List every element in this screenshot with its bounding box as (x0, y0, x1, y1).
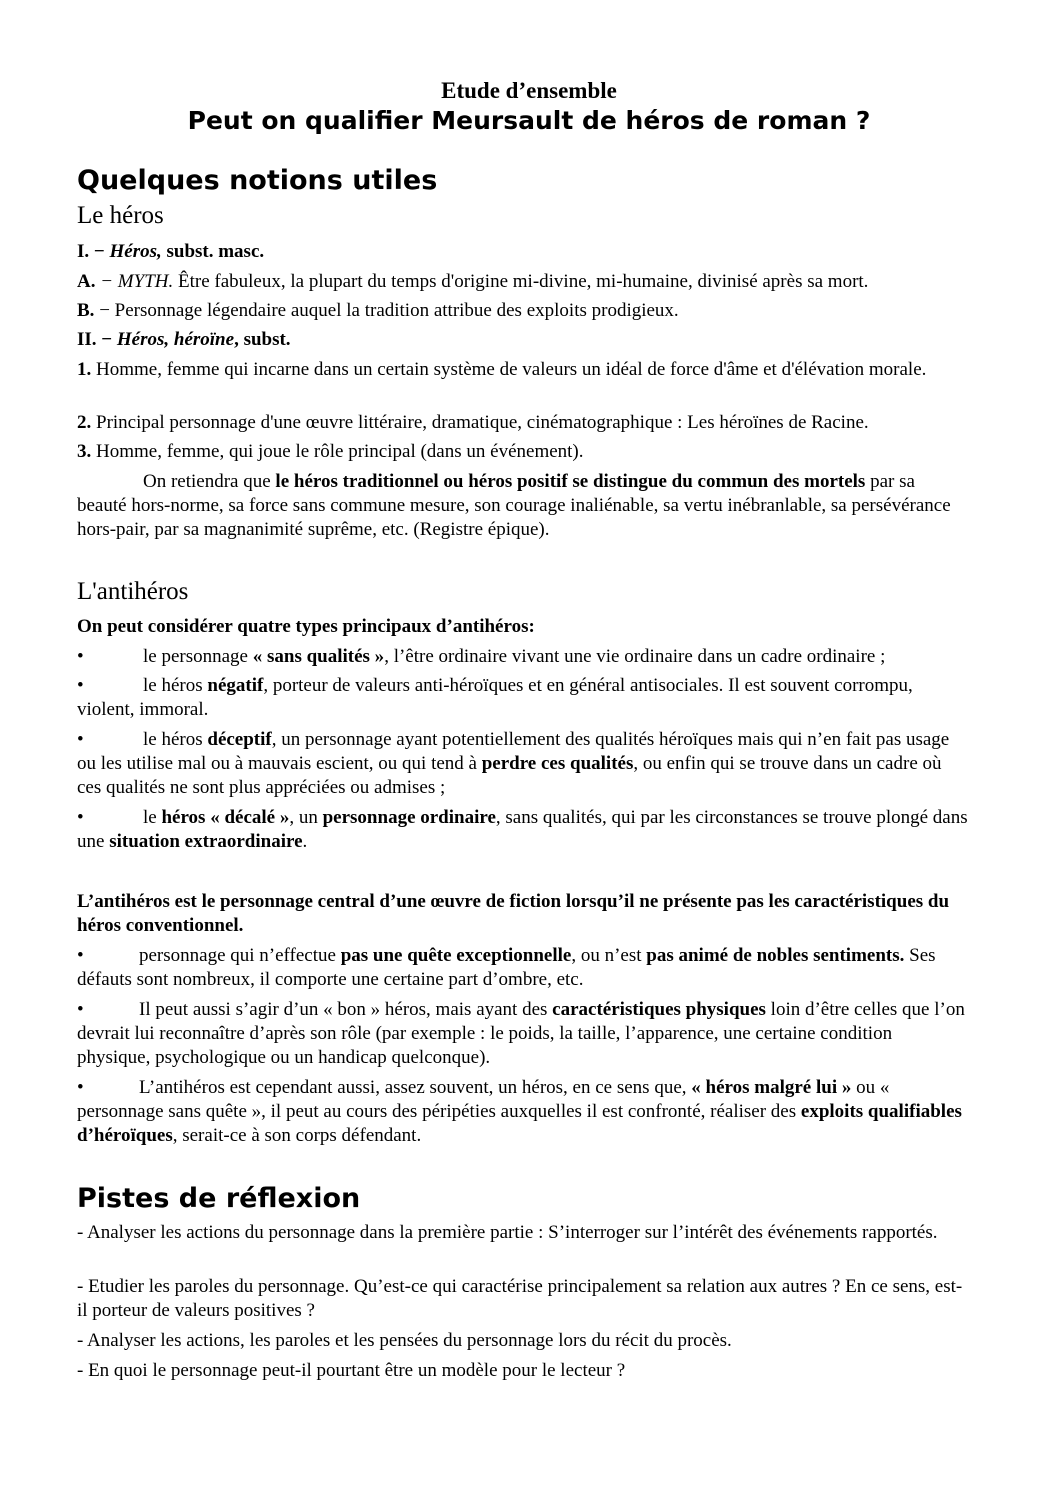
bullet-icon: • (77, 646, 84, 667)
list-item: • le personnage « sans qualités », l’être ordinaire vivant une vie ordinaire dans un cadre ordinaire ; (77, 646, 886, 667)
list-item: - Analyser les actions du personnage dans la première partie : S’interroger sur l’intérêt des événements rapportés. (77, 1222, 938, 1243)
subheading-antihero: L'antihéros (77, 578, 189, 605)
definition-B: B. − Personnage légendaire auquel la tradition attribue des exploits prodigieux. (77, 300, 679, 321)
document-kicker: Etude d’ensemble (441, 78, 617, 103)
list-item: • le héros négatif, porteur de valeurs anti-héroïques et en général antisociales. Il est souvent corrompu, violent, immoral. (77, 675, 913, 720)
subheading-hero: Le héros (77, 202, 164, 229)
bullet-icon: • (77, 1077, 84, 1098)
bullet-icon: • (77, 945, 84, 966)
definition-1: 1. Homme, femme qui incarne dans un certain système de valeurs un idéal de force d'âme et d'élévation morale. (77, 359, 927, 380)
antihero-types-intro: On peut considérer quatre types principaux d’antihéros: (77, 616, 535, 637)
list-item: • le héros « décalé », un personnage ordinaire, sans qualités, qui par les circonstances se trouve plongé dans une situation extraordinaire. (77, 807, 968, 852)
list-item: - Etudier les paroles du personnage. Qu’est-ce qui caractérise principalement sa relation aux autres ? En ce sens, est-il porteur de valeurs positives ? (77, 1276, 963, 1321)
list-item: • personnage qui n’effectue pas une quête exceptionnelle, ou n’est pas animé de nobles sentiments. Ses défauts sont nombreux, il comporte une certaine part d’ombre, etc. (77, 945, 936, 990)
section-heading-reflection: Pistes de réflexion (77, 1183, 361, 1214)
bullet-icon: • (77, 675, 84, 696)
definition-II: II. − Héros, héroïne, subst. (77, 329, 291, 350)
document-title: Peut on qualifier Meursault de héros de roman ? (187, 106, 871, 135)
definition-I: I. − Héros, subst. masc. (77, 241, 265, 262)
list-item: - En quoi le personnage peut-il pourtant être un modèle pour le lecteur ? (77, 1360, 626, 1381)
list-item: • le héros déceptif, un personnage ayant potentiellement des qualités héroïques mais qui n’en fait pas usage ou les utilise mal ou à mauvais escient, ou qui tend à perdre ces qualités, ou enfin qui se trouve dans un cadre où ces qualités ne sont plus appréciées ou admises ; (77, 729, 950, 798)
list-item: • L’antihéros est cependant aussi, assez souvent, un héros, en ce sens que, « héros malgré lui » ou « personnage sans quête », il peut au cours des péripéties auxquelles il est confronté, réaliser des exploits qualifiables d’héroïques, serait-ce à son corps défendant. (77, 1077, 962, 1146)
definition-A: A. − MYTH. Être fabuleux, la plupart du temps d'origine mi-divine, mi-humaine, divinisé après sa mort. (77, 271, 869, 292)
list-item: • Il peut aussi s’agir d’un « bon » héros, mais ayant des caractéristiques physiques loin d’être celles que l’on devrait lui reconnaître d’après son rôle (par exemple : le poids, la taille, l’apparence, une certaine condition physique, psychologique ou un handicap quelconque). (77, 999, 965, 1068)
bullet-icon: • (77, 807, 84, 828)
definition-2: 2. Principal personnage d'une œuvre littéraire, dramatique, cinématographique : Les héroïnes de Racine. (77, 412, 869, 433)
definition-3: 3. Homme, femme, qui joue le rôle principal (dans un événement). (77, 441, 584, 462)
bullet-icon: • (77, 999, 84, 1020)
list-item: - Analyser les actions, les paroles et les pensées du personnage lors du récit du procès. (77, 1330, 732, 1351)
bullet-icon: • (77, 729, 84, 750)
hero-summary-paragraph: On retiendra que le héros traditionnel ou héros positif se distingue du commun des mortels par sa beauté hors-norme, sa force sans commune mesure, son courage inaliénable, sa vertu inébranlable, sa persévérance hors-pair, par sa magnanimité suprême, etc. (Registre épique). (77, 471, 951, 540)
antihero-central-definition: L’antihéros est le personnage central d’une œuvre de fiction lorsqu’il ne présente pas les caractéristiques du héros conventionnel. (77, 891, 950, 936)
section-heading-notions: Quelques notions utiles (77, 165, 438, 196)
